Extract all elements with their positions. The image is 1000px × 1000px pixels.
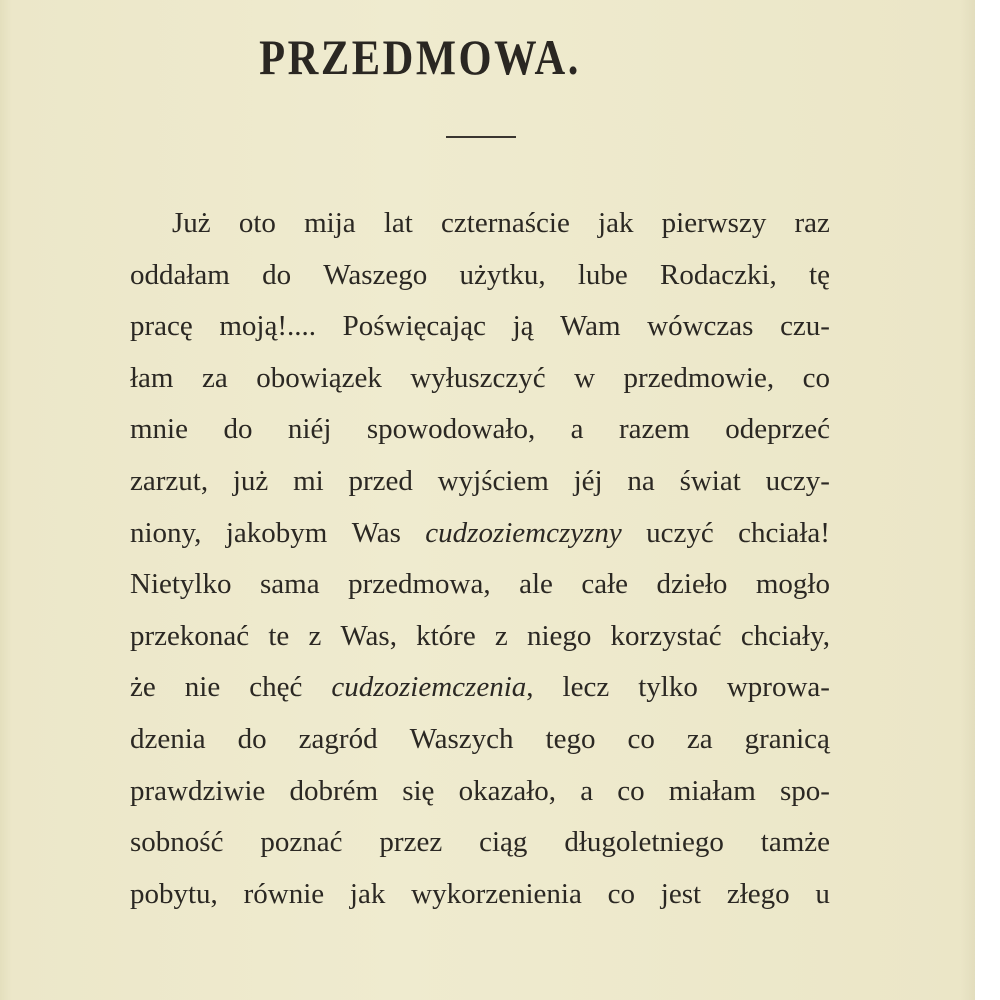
word: oto xyxy=(238,207,276,239)
text-line xyxy=(130,250,830,302)
word: czu- xyxy=(780,310,830,343)
text-line xyxy=(130,353,830,405)
preface-text xyxy=(130,198,830,920)
text-line xyxy=(130,456,830,508)
word: całe xyxy=(581,568,629,601)
word: już xyxy=(232,464,269,497)
word: użytku, xyxy=(459,258,546,291)
word: cudzoziemczenia, xyxy=(331,671,534,704)
word: lube xyxy=(577,258,628,291)
word: pierwszy xyxy=(661,207,767,239)
word: do xyxy=(223,413,253,446)
word: pobytu, xyxy=(130,877,218,910)
word: mija xyxy=(304,207,356,239)
word: jak xyxy=(598,207,634,239)
text-line xyxy=(130,817,830,869)
word: świat xyxy=(679,464,741,497)
text-line xyxy=(130,869,830,921)
word: z xyxy=(308,619,322,652)
word: jak xyxy=(349,877,386,910)
text-line xyxy=(130,662,830,714)
word: do xyxy=(237,722,267,755)
word: cudzoziemczyzny xyxy=(425,516,622,549)
word: dzieło xyxy=(656,568,728,601)
word: a xyxy=(580,774,594,807)
word: dzenia xyxy=(130,722,206,755)
word: Już xyxy=(172,207,211,239)
word: wyjściem xyxy=(437,464,549,497)
word: równie xyxy=(243,877,325,910)
word: wówczas xyxy=(647,310,754,343)
word: za xyxy=(201,361,228,394)
word: moją!.... xyxy=(219,310,317,343)
word: tę xyxy=(809,258,830,291)
word: na xyxy=(627,464,655,497)
text-line xyxy=(130,198,830,250)
word: uczyć xyxy=(646,516,714,549)
word: ją xyxy=(512,310,534,343)
word: co xyxy=(617,774,645,807)
text-line xyxy=(130,714,830,766)
word: sobność xyxy=(130,826,224,859)
word: przedmowie, xyxy=(623,361,775,394)
text-line xyxy=(130,301,830,353)
word: tamże xyxy=(760,826,830,859)
word: lat xyxy=(383,207,413,239)
word: wprowa- xyxy=(726,671,830,704)
title-divider xyxy=(446,136,516,138)
word: mi xyxy=(293,464,324,497)
word: jéj xyxy=(573,464,603,497)
word: do xyxy=(262,258,292,291)
word: tylko xyxy=(638,671,698,704)
word: przedmowa, xyxy=(348,568,491,601)
text-line xyxy=(130,766,830,818)
word: się xyxy=(402,774,435,807)
word: za xyxy=(686,722,713,755)
word: chciały, xyxy=(740,619,830,652)
word: miałam xyxy=(668,774,756,807)
word: prawdziwie xyxy=(130,774,266,807)
text-line xyxy=(130,404,830,456)
word: co xyxy=(627,722,655,755)
word: niéj xyxy=(287,413,332,446)
word: mogło xyxy=(755,568,830,601)
word: chciała! xyxy=(738,516,830,549)
word: przez xyxy=(379,826,443,859)
word: niony, xyxy=(130,516,202,549)
word: wykorzenienia xyxy=(411,877,582,910)
word: lecz xyxy=(562,671,610,704)
word: spowodowało, xyxy=(366,413,536,446)
word: korzystać xyxy=(610,619,722,652)
word: przed xyxy=(348,464,413,497)
word: granicą xyxy=(744,722,830,755)
word: zagród xyxy=(298,722,378,755)
word: oddałam xyxy=(130,258,230,291)
word: nie xyxy=(184,671,221,704)
word: okazało, xyxy=(458,774,557,807)
word: te xyxy=(268,619,290,652)
word: zarzut, xyxy=(130,464,209,497)
word: z xyxy=(494,619,508,652)
word: łam xyxy=(130,361,174,394)
text-line xyxy=(130,508,830,560)
word: Was xyxy=(351,516,401,549)
word: sama xyxy=(259,568,320,601)
page-title: PRZEDMOWA. xyxy=(259,29,581,85)
word: u xyxy=(815,877,830,910)
word: ale xyxy=(519,568,553,601)
word: uczy- xyxy=(765,464,830,497)
word: raz xyxy=(794,207,830,239)
word: w xyxy=(574,361,596,394)
word: długoletniego xyxy=(564,826,724,859)
word: mnie xyxy=(130,413,188,446)
word: jakobym xyxy=(225,516,328,549)
word: co xyxy=(607,877,635,910)
word: Waszych xyxy=(409,722,514,755)
word: chęć xyxy=(249,671,303,704)
word: razem xyxy=(619,413,690,446)
text-line xyxy=(130,559,830,611)
word: pracę xyxy=(130,310,193,343)
word: Poświęcając xyxy=(342,310,486,343)
word: poznać xyxy=(260,826,343,859)
word: Nietylko xyxy=(130,568,232,601)
word: dobrém xyxy=(289,774,379,807)
word: a xyxy=(570,413,584,446)
word: obowiązek xyxy=(256,361,382,394)
word: tego xyxy=(545,722,596,755)
word: przekonać xyxy=(130,619,250,652)
word: niego xyxy=(526,619,592,652)
word: wyłuszczyć xyxy=(410,361,546,394)
word: jest xyxy=(660,877,702,910)
word: spo- xyxy=(779,774,830,807)
word: Rodaczki, xyxy=(660,258,777,291)
word: ciąg xyxy=(479,826,528,859)
word: Waszego xyxy=(323,258,428,291)
word: Wam xyxy=(560,310,621,343)
word: czternaście xyxy=(441,207,570,239)
word: że xyxy=(130,671,156,704)
text-line xyxy=(130,611,830,663)
word: Was, xyxy=(340,619,397,652)
word: odeprzeć xyxy=(725,413,830,446)
word: co xyxy=(802,361,830,394)
word: które xyxy=(416,619,476,652)
word: złego xyxy=(726,877,790,910)
